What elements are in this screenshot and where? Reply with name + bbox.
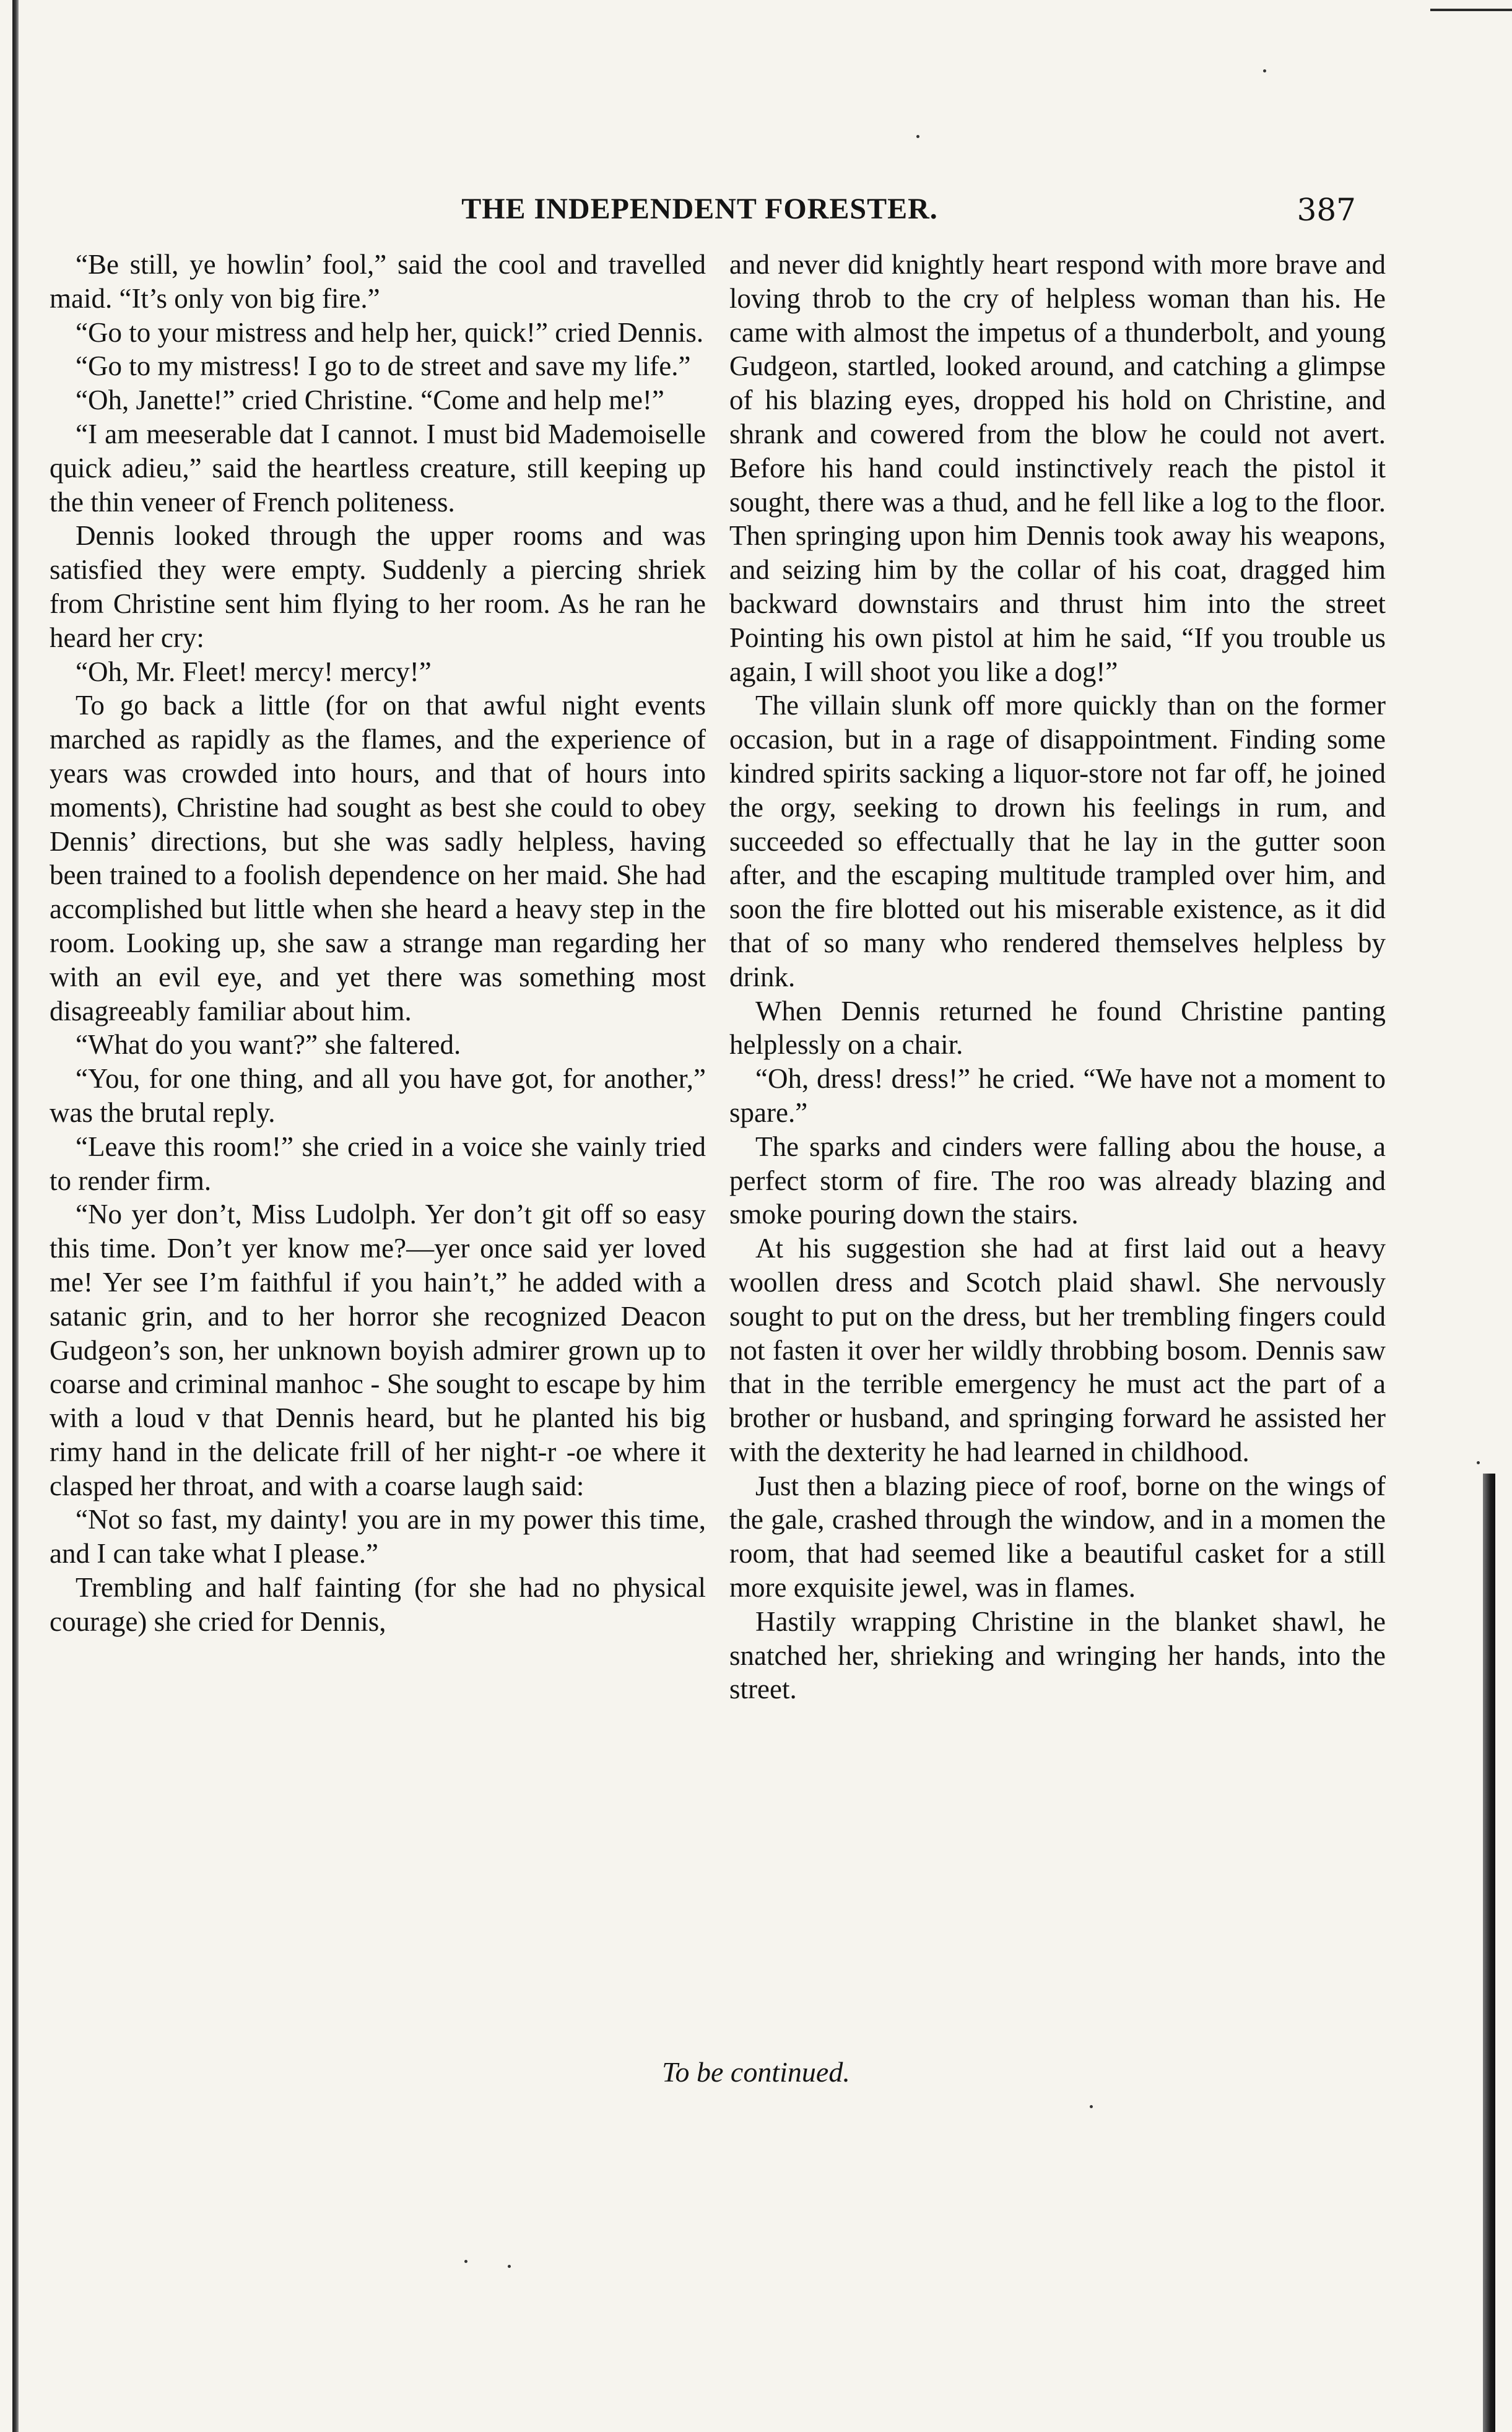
to-be-continued: To be continued. bbox=[662, 2056, 850, 2088]
page-edge-right bbox=[1483, 1474, 1495, 2432]
print-speck bbox=[1090, 2105, 1093, 2108]
paragraph: “I am meeserable dat I cannot. I must bid Mademoiselle quick adieu,” said the heartless creature, still keeping up the thin veneer of French politeness. bbox=[50, 418, 706, 518]
paragraph: Just then a blazing piece of roof, borne on the wings of the gale, crashed through the window, and in a momen the room, that had seemed like a beautiful casket for a still more exquisite jewel, was in flames. bbox=[729, 1470, 1386, 1604]
paragraph: “Be still, ye howlin’ fool,” said the cool and travelled maid. “It’s only von big fire.” bbox=[50, 249, 706, 314]
print-speck bbox=[916, 135, 919, 138]
paragraph: “Oh, dress! dress!” he cried. “We have not a moment to spare.” bbox=[729, 1063, 1386, 1128]
paragraph: “Oh, Mr. Fleet! mercy! mercy!” bbox=[76, 656, 432, 687]
paragraph: To go back a little (for on that awful night events marched as rapidly as the flames, and the experience of years was crowded into hours, and that of hours into moments), Christine had sought as best she could to obey Dennis’ directions, but she was sadly helpless, having been trained to a foolish dependence on her maid. She had accomplished but little when she heard a heavy step in the room. Looking up, she saw a strange man regarding her with an evil eye, and yet there was something most disagreeably familiar about him. bbox=[50, 690, 706, 1027]
right-column bbox=[729, 248, 1386, 1706]
paragraph: “Go to my mistress! I go to de street and save my life.” bbox=[76, 350, 691, 382]
paragraph: “You, for one thing, and all you have got, for another,” was the brutal reply. bbox=[50, 1063, 706, 1128]
paragraph: “Leave this room!” she cried in a voice she vainly tried to render firm. bbox=[50, 1131, 706, 1196]
paragraph: “Oh, Janette!” cried Christine. “Come and help me!” bbox=[76, 384, 664, 416]
paragraph: “Not so fast, my dainty! you are in my power this time, and I can take what I please.” bbox=[50, 1504, 706, 1570]
paragraph: At his suggestion she had at first laid out a heavy woollen dress and Scotch plaid shawl. She nervously sought to put on the dress, but her trembling fingers could not fasten it over her wildly throbbing bosom. Dennis saw that in the terrible emergency he must act the part of a brother or husband, and springing forward he assisted her with the dexterity he had learned in childhood. bbox=[729, 1233, 1386, 1467]
paragraph: Dennis looked through the upper rooms and was satisfied they were empty. Suddenly a piercing shriek from Christine sent him flying to her room. As he ran he heard her cry: bbox=[50, 520, 706, 653]
paragraph: “What do you want?” she faltered. bbox=[76, 1029, 461, 1061]
paragraph: The sparks and cinders were falling abou the house, a perfect storm of fire. The roo was already blazing and smoke pouring down the stairs. bbox=[729, 1131, 1386, 1230]
page-edge-top bbox=[1430, 9, 1512, 11]
paragraph: “No yer don’t, Miss Ludolph. Yer don’t git off so easy this time. Don’t yer know me?—yer once said yer loved me! Yer see I’m faithful if you hain’t,” he added with a satanic grin, and to her horror she recognized Deacon Gudgeon’s son, her unknown boyish admirer grown up to coarse and criminal manhoc ‑ She sought to escape by him with a loud v that Dennis heard, but he planted his big rimy hand in the delicate frill of her night-r ‑oe where it clasped her throat, and with a coarse laugh said: bbox=[50, 1199, 706, 1501]
print-speck bbox=[1263, 69, 1266, 72]
paragraph: Trembling and half fainting (for she had no physical courage) she cried for Dennis, bbox=[50, 1572, 706, 1637]
paragraph: When Dennis returned he found Christine panting helplessly on a chair. bbox=[729, 995, 1386, 1061]
left-column bbox=[50, 248, 706, 1639]
print-speck bbox=[508, 2265, 511, 2268]
page-number: 387 bbox=[1297, 192, 1356, 228]
paragraph: The villain slunk off more quickly than on the former occasion, but in a rage of disappointment. Finding some kindred spirits sacking a liquor-store not far off, he joined the orgy, seeking to drown his feelings in rum, and succeeded so effectually that he lay in the gutter soon after, and the escaping multitude trampled over him, and soon the fire blotted out his miserable existence, as it did that of so many who rendered themselves helpless by drink. bbox=[729, 690, 1386, 992]
print-speck bbox=[1477, 1461, 1480, 1464]
paragraph: Hastily wrapping Christine in the blanket shawl, he snatched her, shrieking and wringing her hands, into the street. bbox=[729, 1605, 1386, 1705]
paragraph-continued: and never did knightly heart respond with more brave and loving throb to the cry of helpless woman than his. He came with almost the impetus of a thunderbolt, and young Gudgeon, startled, looked around, and catching a glimpse of his blazing eyes, dropped his hold on Christine, and shrank and cowered from the blow he could not avert. Before his hand could instinctively reach the pistol it sought, there was a thud, and he fell like a log to the floor. Then springing upon him Dennis took away his weapons, and seizing him by the collar of his coat, dragged him backward downstairs and thrust him into the street Pointing his own pistol at him he said, “If you trouble us again, I will shoot you like a dog!” bbox=[729, 249, 1386, 687]
running-header bbox=[43, 192, 1356, 248]
print-speck bbox=[464, 2260, 467, 2263]
paragraph: “Go to your mistress and help her, quick!” cried Dennis. bbox=[76, 316, 704, 348]
running-title: THE INDEPENDENT FORESTER. bbox=[461, 193, 938, 225]
